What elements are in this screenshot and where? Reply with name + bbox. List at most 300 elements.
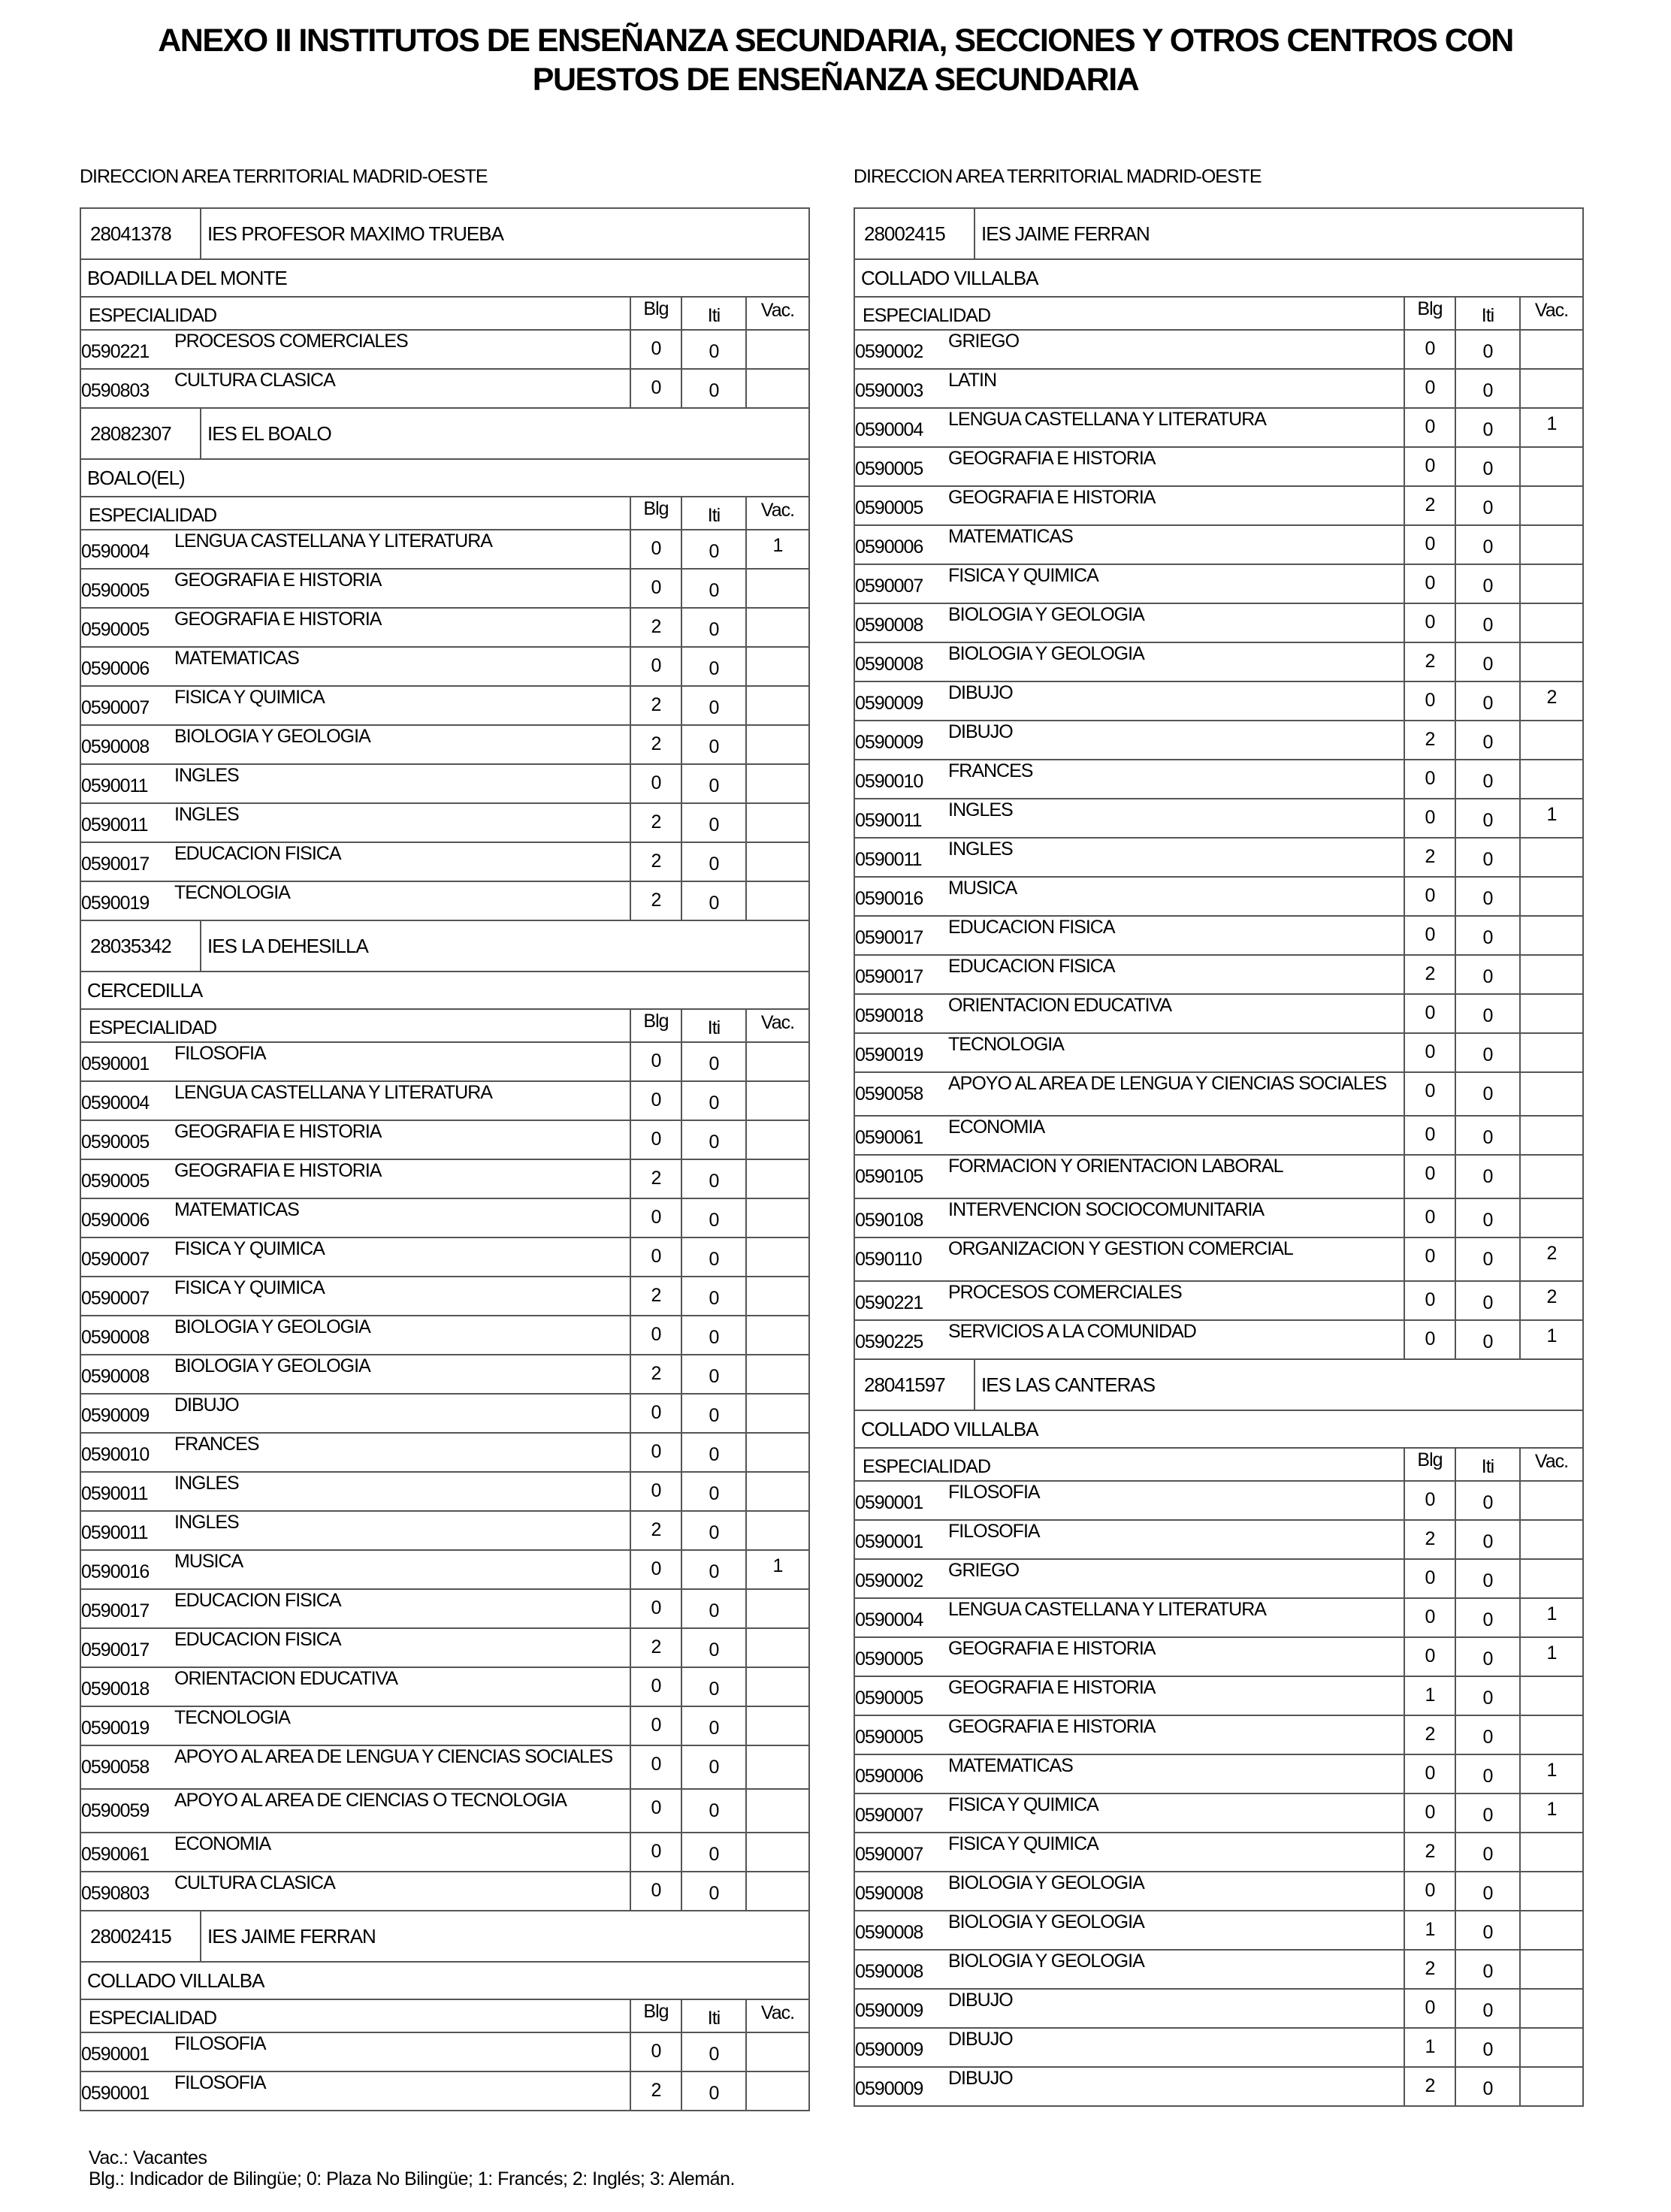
iti-cell: 0 <box>1455 878 1519 915</box>
table-row <box>81 2033 808 2072</box>
blg-cell: 0 <box>630 1790 681 1832</box>
especialidad-code: 0590016 <box>81 1561 150 1582</box>
especialidad-name: GRIEGO <box>948 1560 1020 1581</box>
table-row <box>81 2072 808 2110</box>
iti-cell: 0 <box>681 570 745 607</box>
especialidad-name: EDUCACION FISICA <box>174 843 341 864</box>
especialidad-name: LENGUA CASTELLANA Y LITERATURA <box>948 1599 1266 1620</box>
iti-cell: 0 <box>681 1395 745 1432</box>
table-row <box>855 1034 1582 1073</box>
especialidad-cell <box>81 1277 630 1315</box>
table-header <box>855 298 1582 331</box>
especialidad-name: INGLES <box>174 804 239 825</box>
vac-cell <box>745 1277 808 1315</box>
blg-cell: 0 <box>1404 917 1455 954</box>
especialidad-cell <box>855 331 1404 368</box>
table-row <box>855 1482 1582 1521</box>
table-row <box>81 1551 808 1590</box>
table-header <box>81 2000 808 2033</box>
especialidad-name: GRIEGO <box>948 331 1020 352</box>
especialidad-code: 0590011 <box>81 1483 148 1504</box>
legend-vacantes: Vac.: Vacantes <box>89 2147 207 2168</box>
especialidad-name: MATEMATICAS <box>174 1199 299 1220</box>
iti-cell: 0 <box>1455 370 1519 407</box>
table-row <box>855 1872 1582 1911</box>
iti-cell: 0 <box>1455 409 1519 446</box>
centros-list <box>80 207 810 2111</box>
iti-cell: 0 <box>681 1355 745 1393</box>
iti-cell: 0 <box>681 1833 745 1871</box>
table-row <box>855 643 1582 682</box>
centro-localidad: BOADILLA DEL MONTE <box>81 260 808 298</box>
centro-localidad: COLLADO VILLALBA <box>81 1963 808 2000</box>
table-row <box>81 804 808 843</box>
especialidad-name: ORGANIZACION Y GESTION COMERCIAL <box>948 1238 1293 1259</box>
especialidad-code: 0590011 <box>855 810 922 831</box>
vac-cell <box>1519 1034 1582 1071</box>
especialidad-cell <box>855 448 1404 485</box>
especialidad-cell <box>855 1755 1404 1793</box>
blg-cell: 2 <box>630 726 681 763</box>
especialidad-code: 0590009 <box>81 1405 150 1426</box>
especialidad-name: FRANCES <box>174 1434 259 1455</box>
especialidad-code: 0590018 <box>81 1679 150 1700</box>
iti-cell: 0 <box>681 843 745 881</box>
vac-cell <box>1519 1872 1582 1910</box>
iti-cell: 0 <box>681 331 745 368</box>
especialidad-code: 0590058 <box>81 1757 150 1778</box>
table-row <box>81 370 808 407</box>
table-row <box>855 2068 1582 2105</box>
table-row <box>855 565 1582 604</box>
especialidad-cell <box>855 1990 1404 2027</box>
especialidad-code: 0590001 <box>81 2044 150 2065</box>
blg-cell: 1 <box>1404 1677 1455 1715</box>
iti-cell: 0 <box>681 1082 745 1120</box>
blg-cell: 2 <box>1404 1951 1455 1988</box>
especialidad-code: 0590008 <box>81 736 150 757</box>
iti-cell: 0 <box>1455 604 1519 642</box>
vac-cell <box>1519 917 1582 954</box>
vac-cell <box>1519 1117 1582 1154</box>
especialidad-name: GEOGRAFIA E HISTORIA <box>948 448 1156 469</box>
table-row <box>855 1199 1582 1238</box>
especialidad-code: 0590009 <box>855 2039 923 2060</box>
blg-cell: 0 <box>1404 878 1455 915</box>
especialidad-name: BIOLOGIA Y GEOLOGIA <box>948 604 1144 625</box>
table-row <box>81 570 808 609</box>
blg-cell: 2 <box>630 804 681 842</box>
document-title <box>0 21 1671 99</box>
iti-cell: 0 <box>681 1590 745 1627</box>
header-blg: Blg <box>1404 1449 1455 1480</box>
especialidad-code: 0590061 <box>855 1127 923 1148</box>
iti-cell: 0 <box>1455 643 1519 681</box>
table-row <box>81 1395 808 1434</box>
especialidad-name: MUSICA <box>174 1551 243 1572</box>
blg-cell: 0 <box>1404 1990 1455 2027</box>
iti-cell: 0 <box>681 1551 745 1588</box>
especialidad-name: DIBUJO <box>948 2029 1013 2050</box>
especialidad-cell <box>81 1512 630 1549</box>
blg-cell: 0 <box>1404 1282 1455 1319</box>
table-row <box>81 687 808 726</box>
especialidad-name: ECONOMIA <box>174 1833 271 1854</box>
especialidad-name: GEOGRAFIA E HISTORIA <box>948 1638 1156 1659</box>
especialidad-code: 0590108 <box>855 1210 923 1231</box>
especialidad-name: TECNOLOGIA <box>174 1707 290 1728</box>
especialidad-name: TECNOLOGIA <box>948 1034 1064 1055</box>
especialidad-code: 0590010 <box>81 1444 150 1465</box>
vac-cell <box>1519 1482 1582 1519</box>
vac-cell <box>1519 331 1582 368</box>
especialidad-code: 0590005 <box>855 1727 923 1748</box>
blg-cell: 0 <box>1404 799 1455 837</box>
table-row <box>855 917 1582 956</box>
especialidad-code: 0590004 <box>81 541 150 562</box>
iti-cell: 0 <box>1455 1716 1519 1754</box>
blg-cell: 0 <box>1404 604 1455 642</box>
blg-cell: 0 <box>1404 1073 1455 1115</box>
vac-cell <box>745 1199 808 1237</box>
especialidad-name: LATIN <box>948 370 996 391</box>
blg-cell: 0 <box>630 1238 681 1276</box>
blg-cell: 0 <box>630 1668 681 1706</box>
especialidad-cell <box>81 1833 630 1871</box>
especialidad-cell <box>855 1482 1404 1519</box>
vac-cell <box>745 331 808 368</box>
vac-cell <box>745 1121 808 1159</box>
especialidad-cell <box>81 1668 630 1706</box>
especialidad-code: 0590011 <box>81 1522 148 1543</box>
especialidad-cell <box>81 1872 630 1910</box>
especialidad-name: MATEMATICAS <box>174 648 299 669</box>
especialidad-cell <box>855 1911 1404 1949</box>
especialidad-name: FILOSOFIA <box>174 2072 266 2093</box>
centro-block <box>854 207 1584 1358</box>
blg-cell: 0 <box>630 1434 681 1471</box>
header-vac: Vac. <box>745 1010 808 1041</box>
vac-cell: 2 <box>1519 682 1582 720</box>
vac-cell <box>1519 487 1582 524</box>
table-row <box>855 1755 1582 1794</box>
especialidad-name: BIOLOGIA Y GEOLOGIA <box>948 643 1144 664</box>
table-row <box>81 765 808 804</box>
table-row <box>855 487 1582 526</box>
especialidad-cell <box>81 1790 630 1832</box>
blg-cell: 0 <box>630 765 681 802</box>
iti-cell: 0 <box>681 1238 745 1276</box>
iti-cell: 0 <box>681 2072 745 2110</box>
especialidad-name: EDUCACION FISICA <box>948 917 1115 938</box>
blg-cell: 0 <box>1404 1321 1455 1358</box>
especialidad-code: 0590221 <box>81 341 150 362</box>
table-row <box>81 1746 808 1790</box>
especialidad-name: LENGUA CASTELLANA Y LITERATURA <box>174 1082 492 1103</box>
especialidad-cell <box>855 1199 1404 1237</box>
blg-cell: 2 <box>1404 956 1455 993</box>
especialidad-code: 0590004 <box>855 1609 923 1630</box>
iti-cell: 0 <box>1455 1990 1519 2027</box>
blg-cell: 0 <box>630 1043 681 1080</box>
iti-cell: 0 <box>681 765 745 802</box>
iti-cell: 0 <box>681 1473 745 1510</box>
especialidad-cell <box>81 1395 630 1432</box>
table-header <box>81 298 808 331</box>
especialidad-name: BIOLOGIA Y GEOLOGIA <box>174 726 370 747</box>
vac-cell <box>745 370 808 407</box>
table-row <box>855 878 1582 917</box>
table-row <box>81 843 808 882</box>
table-row <box>855 1521 1582 1560</box>
header-iti: Iti <box>681 2000 745 2032</box>
especialidad-name: APOYO AL AREA DE LENGUA Y CIENCIAS SOCIALES <box>174 1746 613 1767</box>
blg-cell: 0 <box>630 1833 681 1871</box>
header-iti: Iti <box>681 1010 745 1041</box>
iti-cell: 0 <box>1455 1238 1519 1280</box>
especialidad-cell <box>855 409 1404 446</box>
table-row <box>855 1599 1582 1638</box>
blg-cell: 0 <box>630 1082 681 1120</box>
header-especialidad: ESPECIALIDAD <box>863 305 991 326</box>
especialidad-code: 0590017 <box>81 1600 150 1621</box>
blg-cell: 0 <box>1404 995 1455 1032</box>
especialidad-name: FISICA Y QUIMICA <box>948 565 1098 586</box>
iti-cell: 0 <box>1455 1951 1519 1988</box>
table-row <box>855 1794 1582 1833</box>
blg-cell: 2 <box>1404 721 1455 759</box>
especialidad-cell <box>855 370 1404 407</box>
iti-cell: 0 <box>1455 721 1519 759</box>
vac-cell <box>1519 1521 1582 1558</box>
header-especialidad: ESPECIALIDAD <box>89 305 217 326</box>
especialidad-name: BIOLOGIA Y GEOLOGIA <box>948 1872 1144 1893</box>
especialidad-code: 0590005 <box>855 458 923 479</box>
iti-cell: 0 <box>1455 917 1519 954</box>
vac-cell <box>745 1746 808 1788</box>
blg-cell: 0 <box>630 2033 681 2071</box>
especialidad-name: BIOLOGIA Y GEOLOGIA <box>948 1951 1144 1972</box>
vac-cell <box>1519 1073 1582 1115</box>
blg-cell: 0 <box>630 1121 681 1159</box>
table-row <box>855 995 1582 1034</box>
especialidad-cell <box>855 956 1404 993</box>
blg-cell: 0 <box>1404 682 1455 720</box>
especialidad-code: 0590005 <box>855 1688 923 1709</box>
vac-cell <box>1519 370 1582 407</box>
table-row <box>81 1316 808 1355</box>
header-especialidad: ESPECIALIDAD <box>89 505 217 526</box>
especialidad-cell <box>81 765 630 802</box>
especialidad-name: INGLES <box>174 1473 239 1494</box>
especialidad-name: INTERVENCION SOCIOCOMUNITARIA <box>948 1199 1265 1220</box>
especialidad-code: 0590007 <box>81 1288 150 1309</box>
especialidad-cell <box>81 370 630 407</box>
especialidad-name: INGLES <box>948 799 1013 820</box>
vac-cell <box>1519 760 1582 798</box>
especialidad-name: EDUCACION FISICA <box>174 1590 341 1611</box>
vac-cell <box>1519 1677 1582 1715</box>
centro-block <box>80 407 810 920</box>
legend-footer <box>89 2147 735 2189</box>
table-row <box>855 331 1582 370</box>
especialidad-code: 0590005 <box>81 580 150 601</box>
especialidad-code: 0590011 <box>81 814 148 836</box>
especialidad-code: 0590004 <box>855 419 923 440</box>
especialidad-cell <box>855 1560 1404 1597</box>
especialidad-cell <box>855 1282 1404 1319</box>
especialidad-code: 0590009 <box>855 2000 923 2021</box>
table-row <box>855 1638 1582 1677</box>
especialidad-name: EDUCACION FISICA <box>174 1629 341 1650</box>
especialidad-name: FRANCES <box>948 760 1033 781</box>
centro-code: 28082307 <box>81 409 201 458</box>
especialidad-cell <box>81 530 630 568</box>
header-vac: Vac. <box>745 497 808 529</box>
especialidad-code: 0590803 <box>81 1883 150 1904</box>
blg-cell: 0 <box>630 570 681 607</box>
blg-cell: 2 <box>1404 643 1455 681</box>
especialidad-cell <box>81 804 630 842</box>
vac-cell <box>1519 1156 1582 1198</box>
especialidad-cell <box>855 604 1404 642</box>
header-blg: Blg <box>630 1010 681 1041</box>
especialidad-name: FILOSOFIA <box>174 1043 266 1064</box>
vac-cell <box>745 1629 808 1667</box>
iti-cell: 0 <box>1455 1034 1519 1071</box>
table-header <box>81 497 808 530</box>
especialidad-cell <box>855 2068 1404 2105</box>
blg-cell: 0 <box>1404 370 1455 407</box>
especialidad-code: 0590803 <box>81 380 150 401</box>
table-row <box>81 648 808 687</box>
especialidad-cell <box>81 843 630 881</box>
vac-cell: 1 <box>1519 1638 1582 1676</box>
iti-cell: 0 <box>681 1043 745 1080</box>
centro-block <box>854 1358 1584 2107</box>
table-row <box>855 1560 1582 1599</box>
iti-cell: 0 <box>1455 956 1519 993</box>
table-row <box>855 1990 1582 2029</box>
especialidad-cell <box>855 1794 1404 1832</box>
vac-cell <box>1519 1560 1582 1597</box>
especialidad-cell <box>81 1629 630 1667</box>
blg-cell: 0 <box>630 1872 681 1910</box>
blg-cell: 0 <box>630 1199 681 1237</box>
iti-cell: 0 <box>681 1872 745 1910</box>
centro-header <box>81 409 808 460</box>
header-especialidad: ESPECIALIDAD <box>89 1017 217 1038</box>
vac-cell <box>1519 565 1582 603</box>
especialidad-code: 0590019 <box>81 1718 150 1739</box>
especialidad-code: 0590011 <box>81 775 148 796</box>
especialidad-cell <box>855 1321 1404 1358</box>
iti-cell: 0 <box>681 687 745 724</box>
iti-cell: 0 <box>1455 565 1519 603</box>
especialidad-cell <box>81 1434 630 1471</box>
table-row <box>81 1872 808 1910</box>
iti-cell: 0 <box>1455 799 1519 837</box>
especialidad-name: GEOGRAFIA E HISTORIA <box>948 1677 1156 1698</box>
table-header <box>81 1010 808 1043</box>
especialidad-name: MATEMATICAS <box>948 1755 1073 1776</box>
iti-cell: 0 <box>681 648 745 685</box>
especialidad-code: 0590005 <box>81 1132 150 1153</box>
centro-header <box>81 1911 808 1963</box>
header-especialidad: ESPECIALIDAD <box>863 1456 991 1477</box>
especialidad-cell <box>855 1833 1404 1871</box>
table-row <box>81 1082 808 1121</box>
blg-cell: 1 <box>1404 2029 1455 2066</box>
table-row <box>855 1156 1582 1199</box>
especialidad-code: 0590006 <box>81 1210 150 1231</box>
centro-localidad: CERCEDILLA <box>81 972 808 1010</box>
especialidad-name: CULTURA CLASICA <box>174 370 335 391</box>
especialidad-code: 0590005 <box>855 497 923 518</box>
iti-cell: 0 <box>681 882 745 920</box>
direccion-area: DIRECCION AREA TERRITORIAL MADRID-OESTE <box>854 166 1262 187</box>
especialidad-name: FILOSOFIA <box>948 1521 1040 1542</box>
especialidad-name: FORMACION Y ORIENTACION LABORAL <box>948 1156 1283 1177</box>
blg-cell: 0 <box>630 1473 681 1510</box>
vac-cell <box>1519 1911 1582 1949</box>
centro-name: IES JAIME FERRAN <box>981 222 1150 245</box>
especialidad-cell <box>81 648 630 685</box>
vac-cell <box>745 804 808 842</box>
vac-cell <box>745 765 808 802</box>
vac-cell <box>745 570 808 607</box>
table-row <box>855 1073 1582 1117</box>
especialidad-cell <box>81 1160 630 1198</box>
especialidad-name: LENGUA CASTELLANA Y LITERATURA <box>174 530 492 551</box>
vac-cell <box>745 1043 808 1080</box>
iti-cell: 0 <box>681 2033 745 2071</box>
vac-cell <box>1519 956 1582 993</box>
centro-block <box>80 1910 810 2111</box>
iti-cell: 0 <box>681 1746 745 1788</box>
blg-cell: 2 <box>630 1277 681 1315</box>
iti-cell: 0 <box>681 1199 745 1237</box>
iti-cell: 0 <box>681 370 745 407</box>
blg-cell: 2 <box>1404 1833 1455 1871</box>
vac-cell: 1 <box>1519 1321 1582 1358</box>
blg-cell: 0 <box>1404 1872 1455 1910</box>
especialidad-code: 0590009 <box>855 693 923 714</box>
especialidad-cell <box>855 1638 1404 1676</box>
especialidad-cell <box>855 2029 1404 2066</box>
especialidad-name: EDUCACION FISICA <box>948 956 1115 977</box>
blg-cell: 2 <box>630 1629 681 1667</box>
especialidad-cell <box>855 526 1404 564</box>
especialidad-code: 0590005 <box>855 1648 923 1670</box>
iti-cell: 0 <box>681 1668 745 1706</box>
centro-header <box>81 921 808 972</box>
vac-cell <box>1519 2029 1582 2066</box>
blg-cell: 0 <box>630 331 681 368</box>
especialidad-code: 0590003 <box>855 380 923 401</box>
vac-cell <box>745 843 808 881</box>
iti-cell: 0 <box>1455 487 1519 524</box>
vac-cell <box>745 2072 808 2110</box>
especialidad-code: 0590002 <box>855 341 923 362</box>
especialidad-code: 0590004 <box>81 1092 150 1114</box>
especialidad-name: GEOGRAFIA E HISTORIA <box>174 609 382 630</box>
iti-cell: 0 <box>1455 1677 1519 1715</box>
especialidad-cell <box>81 1551 630 1588</box>
vac-cell <box>745 1355 808 1393</box>
table-row <box>855 799 1582 839</box>
iti-cell: 0 <box>1455 1560 1519 1597</box>
